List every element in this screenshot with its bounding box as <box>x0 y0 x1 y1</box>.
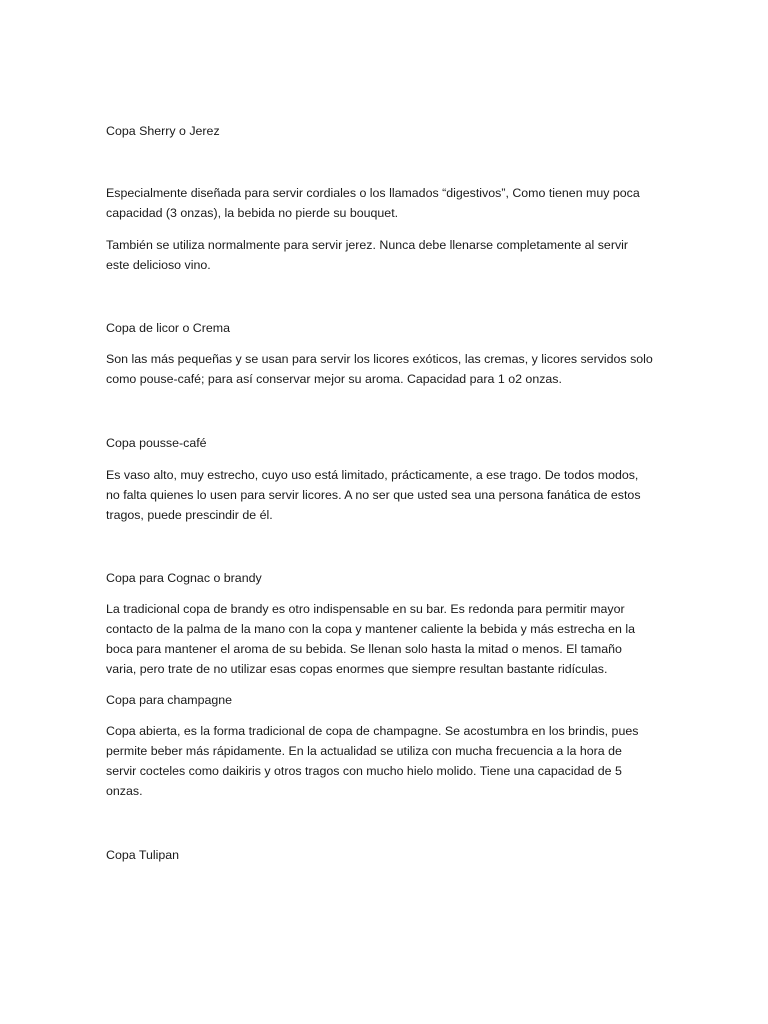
paragraph-line: permite beber más rápidamente. En la actualidad se utiliza con mucha frecuencia a la hora de <box>106 744 622 758</box>
paragraph-line: capacidad (3 onzas), la bebida no pierde su bouquet. <box>106 206 399 220</box>
paragraph-line: tragos, puede prescindir de él. <box>106 508 273 522</box>
heading-copa-champagne: Copa para champagne <box>106 693 233 707</box>
paragraph-line: Copa abierta, es la forma tradicional de copa de champagne. Se acostumbra en los brindis, pues <box>106 724 639 738</box>
paragraph-line: Especialmente diseñada para servir cordiales o los llamados “digestivos”, Como tienen muy poca <box>106 186 640 200</box>
heading-copa-sherry: Copa Sherry o Jerez <box>106 124 220 138</box>
heading-copa-tulipan: Copa Tulipan <box>106 848 180 862</box>
paragraph-line: La tradicional copa de brandy es otro indispensable en su bar. Es redonda para permitir mayor <box>106 602 625 616</box>
paragraph-line: este delicioso vino. <box>106 258 211 272</box>
paragraph-line: También se utiliza normalmente para servir jerez. Nunca debe llenarse completamente al servir <box>106 238 629 252</box>
paragraph-line: Son las más pequeñas y se usan para servir los licores exóticos, las cremas, y licores servidos solo <box>106 352 653 366</box>
paragraph-line: no falta quienes lo usen para servir licores. A no ser que usted sea una persona fanática de estos <box>106 488 641 502</box>
paragraph-line: contacto de la palma de la mano con la copa y mantener caliente la bebida y más estrecha en la <box>106 622 635 636</box>
paragraph-line: varia, pero trate de no utilizar esas copas enormes que siempre resultan bastante ridículas. <box>106 662 608 676</box>
paragraph-line: onzas. <box>106 784 143 798</box>
paragraph-line: servir cocteles como daikiris y otros tragos con mucho hielo molido. Tiene una capacidad de 5 <box>106 764 622 778</box>
heading-copa-cognac: Copa para Cognac o brandy <box>106 571 262 585</box>
heading-copa-pousse-cafe: Copa pousse-café <box>106 436 207 450</box>
heading-copa-licor: Copa de licor o Crema <box>106 321 230 335</box>
paragraph-line: como pouse-café; para así conservar mejor su aroma. Capacidad para 1 o2 onzas. <box>106 372 562 386</box>
paragraph-line: Es vaso alto, muy estrecho, cuyo uso está limitado, prácticamente, a ese trago. De todos modos, <box>106 468 639 482</box>
paragraph-line: boca para mantener el aroma de su bebida. Se llenan solo hasta la mitad o menos. El tamaño <box>106 642 622 656</box>
